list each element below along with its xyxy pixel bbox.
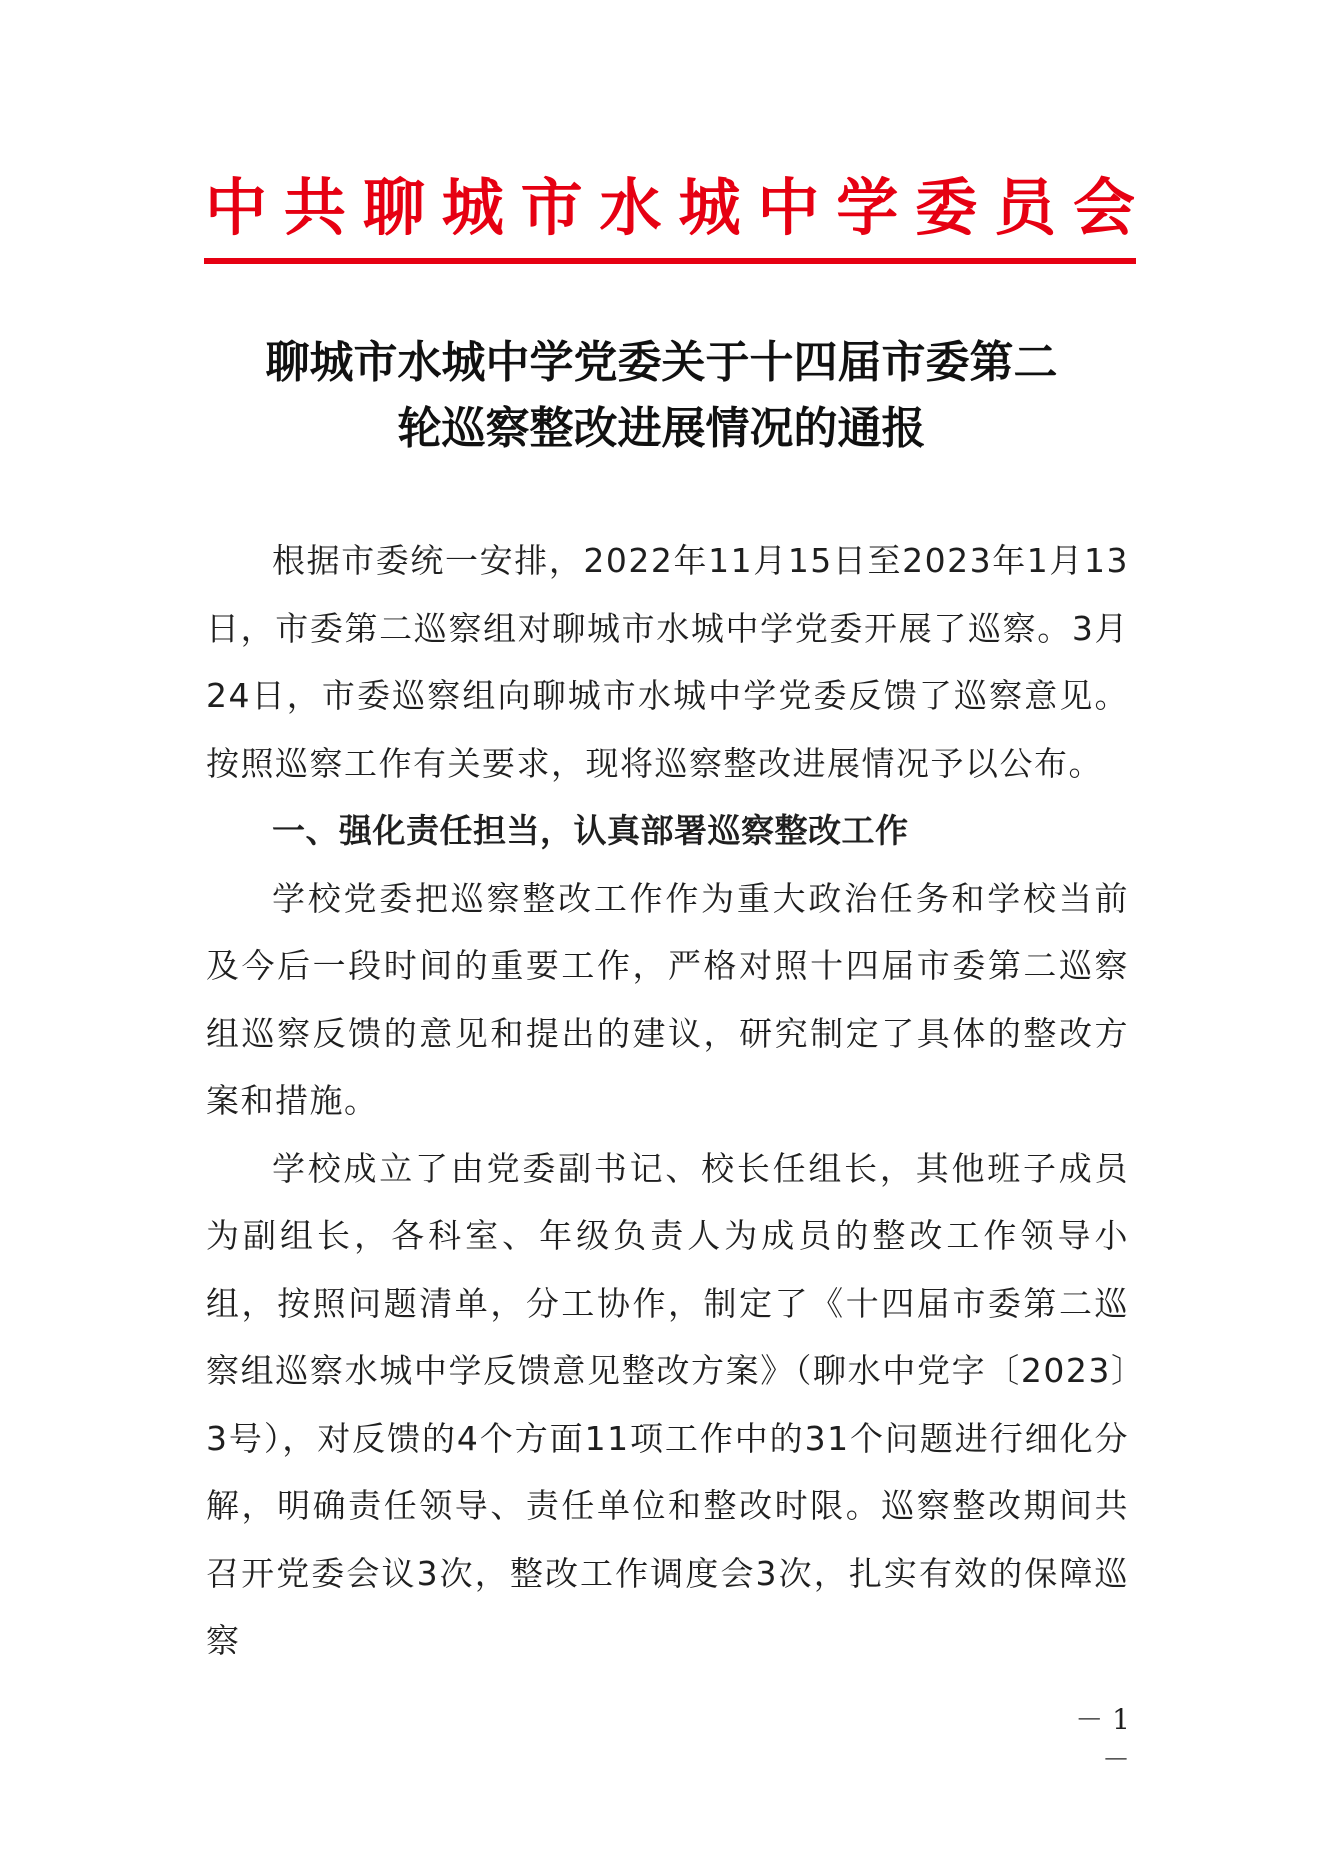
masthead-char: 委 bbox=[915, 171, 978, 244]
masthead-title bbox=[205, 168, 1135, 248]
section-heading: 一、强化责任担当，认真部署巡察整改工作 bbox=[272, 811, 909, 850]
masthead-char: 中 bbox=[205, 171, 268, 244]
masthead-char: 中 bbox=[757, 171, 820, 244]
masthead-char: 聊 bbox=[362, 171, 425, 244]
title-line-1: 聊城市水城中学党委关于十四届市委第二 bbox=[265, 337, 1058, 388]
title-line-2: 轮巡察整改进展情况的通报 bbox=[397, 403, 926, 454]
masthead-char: 学 bbox=[836, 171, 899, 244]
masthead-divider bbox=[204, 258, 1136, 264]
masthead-char: 城 bbox=[678, 171, 741, 244]
document-title bbox=[200, 330, 1123, 462]
masthead-char: 市 bbox=[520, 171, 583, 244]
body-paragraph: 学校党委把巡察整改工作作为重大政治任务和学校当前及今后一段时间的重要工作，严格对照十四届市委第二巡察组巡察反馈的意见和提出的建议，研究制定了具体的整改方案和措施。 bbox=[206, 878, 1129, 1120]
masthead-char: 水 bbox=[599, 171, 662, 244]
document-body bbox=[206, 527, 1129, 1675]
intro-paragraph: 根据市委统一安排，2022年11月15日至2023年1月13日，市委第二巡察组对聊城市水城中学党委开展了巡察。3月24日，市委巡察组向聊城市水城中学党委反馈了巡察意见。按照巡察工作有关要求，现将巡察整改进展情况予以公布。 bbox=[206, 541, 1129, 783]
masthead-char: 会 bbox=[1072, 171, 1135, 244]
masthead-char: 共 bbox=[283, 171, 346, 244]
body-paragraph: 学校成立了由党委副书记、校长任组长，其他班子成员为副组长，各科室、年级负责人为成员的整改工作领导小组，按照问题清单，分工协作，制定了《十四届市委第二巡察组巡察水城中学反馈意见整改方案》（聊水中党字〔2023〕3号），对反馈的4个方面11项工作中的31个问题进行细化分解，明确责任领导、责任单位和整改时限。巡察整改期间共召开党委会议3次，整改工作调度会3次，扎实有效的保障巡察 bbox=[206, 1148, 1129, 1660]
masthead-char: 城 bbox=[441, 171, 504, 244]
masthead-char: 员 bbox=[994, 171, 1057, 244]
page-number: － 1 － bbox=[1075, 1703, 1130, 1776]
